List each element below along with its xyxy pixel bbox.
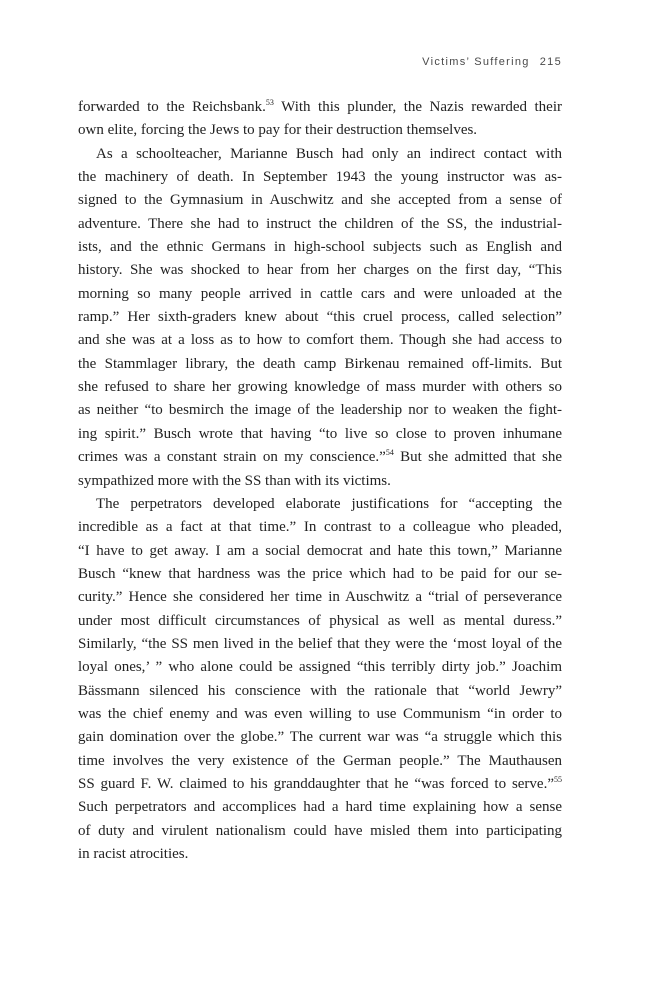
text-line [78,773,562,796]
text-line: adventure. There she had to instruct the children of the SS, the industrial- [78,215,562,232]
body-text [78,96,562,866]
text-line: loyal ones,’ ” who alone could be assigned “this terribly dirty job.” Joachim [78,659,562,676]
text-line: the machinery of death. In September 1943 the young instructor was as- [78,169,562,186]
text-line: and she was at a loss as to how to comfort them. Though she had access to [78,332,562,349]
page-number: 215 [539,56,562,68]
text-line: morning so many people arrived in cattle cars and were unloaded at the [78,285,562,302]
text-line [78,96,562,119]
footnote-marker: 54 [385,448,394,458]
text-line: ramp.” Her sixth-graders knew about “this cruel process, called selection” [78,309,562,326]
paragraph-first-line: The perpetrators developed elaborate justifications for “accepting the [96,495,562,512]
text-line: Similarly, “the SS men lived in the belief that they were the ‘most loyal of the [78,635,562,652]
text-line: ists, and the ethnic Germans in high-school subjects such as English and [78,239,562,256]
text-line: own elite, forcing the Jews to pay for their destruction themselves. [78,122,478,139]
text-line [78,446,562,469]
text-line: the Stammlager library, the death camp Birkenau remained off-limits. But [78,355,562,372]
line-text: SS guard F. W. claimed to his granddaughter that he “was forced to serve.” [78,775,554,792]
text-line: she refused to share her growing knowledge of mass murder with others so [78,379,562,396]
running-header [422,56,562,68]
paragraph-first-line: As a schoolteacher, Marianne Busch had only an indirect contact with [96,145,562,162]
text-line: gain domination over the globe.” The current war was “a struggle which this [78,729,562,746]
text-line: signed to the Gymnasium in Auschwitz and she accepted from a sense of [78,192,562,209]
text-line: was the chief enemy and was even willing to use Communism “in order to [78,705,562,722]
line-text-continued: With this plunder, the Nazis rewarded their [273,99,563,115]
text-line: incredible as a fact at that time.” In contrast to a colleague who pleaded, [78,519,562,536]
text-line: ing spirit.” Busch wrote that having “to live so close to proven inhumane [78,425,562,442]
text-line: in racist atrocities. [78,846,189,862]
text-line: of duty and virulent nationalism could have misled them into participating [78,822,562,839]
text-line: Bässmann silenced his conscience with the rationale that “world Jewry” [78,682,562,699]
text-line: Busch “knew that hardness was the price which had to be paid for our se- [78,565,562,582]
footnote-marker: 53 [265,98,274,107]
text-line: as neither “to besmirch the image of the leadership nor to weaken the fight- [78,402,562,419]
text-line: history. She was shocked to hear from her charges on the first day, “This [78,262,562,279]
line-text-continued: But she admitted that she [393,449,562,466]
text-line: Such perpetrators and accomplices had a hard time explaining how a sense [78,799,562,816]
text-line: sympathized more with the SS than with its victims. [78,472,391,489]
footnote-marker: 55 [554,774,562,784]
line-text: forwarded to the Reichsbank. [78,99,266,115]
text-line: under most difficult circumstances of physical as well as mental duress.” [78,612,562,629]
text-line: curity.” Hence she considered her time in Auschwitz a “trial of perseverance [78,589,562,606]
text-line: time involves the very existence of the German people.” The Mauthausen [78,752,562,769]
line-text: crimes was a constant strain on my conscience.” [78,449,386,466]
running-title: Victims’ Suffering [422,56,530,68]
text-line: “I have to get away. I am a social democrat and hate this town,” Marianne [78,542,562,559]
